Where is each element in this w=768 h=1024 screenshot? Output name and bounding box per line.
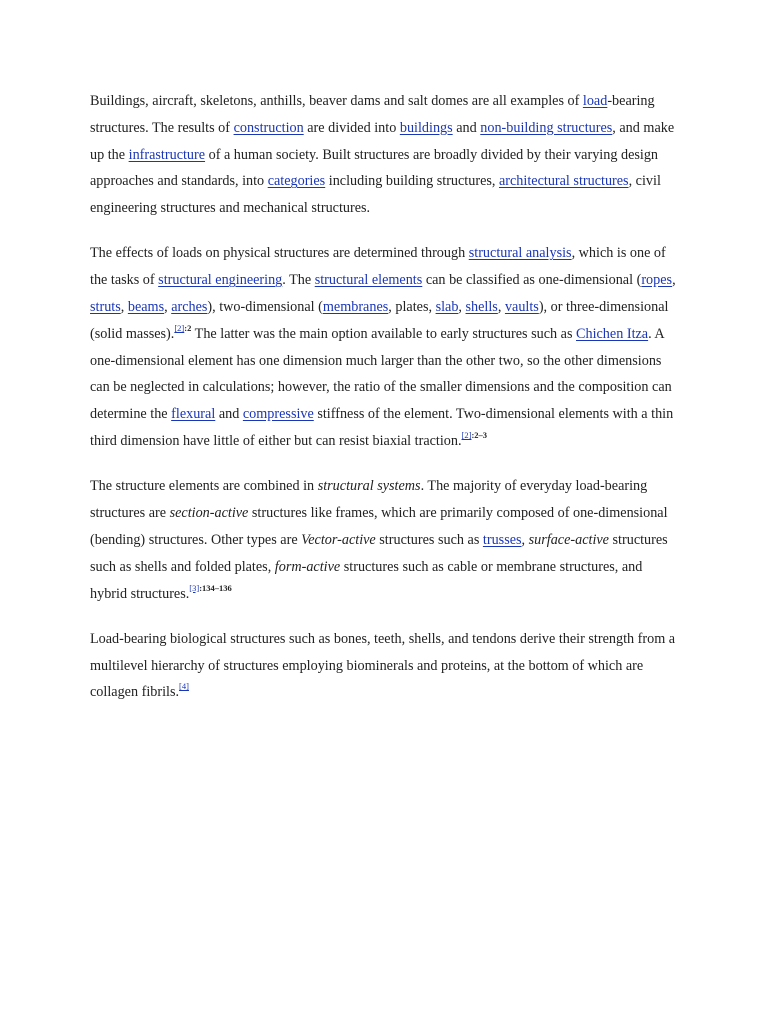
citation [189,583,232,593]
body-text: stiffness of the element. Two-dimensional elements with a thin third dimension have little of either but can resist biaxial traction. [90,406,674,450]
body-text: The latter was the main option available to early structures such as [191,325,577,342]
citation [174,323,191,333]
body-text: , and make up the [90,119,675,163]
emphasis-text: section-active [169,505,249,522]
body-text: and [452,119,481,136]
body-text: , [497,299,505,316]
body-text: The effects of loads on physical structures are determined through [90,245,469,262]
body-text: Load-bearing biological structures such as bones, teeth, shells, and tendons derive their strength from a multilevel hierarchy of structures employing biominerals and proteins, at the bottom of which are collagen fibrils. [90,630,676,701]
link-load[interactable]: load [582,93,608,109]
citation-link[interactable]: [4] [179,681,189,692]
body-text: structures like frames, which are primarily composed of one-dimensional (bending) structures. Other types are [90,505,668,548]
body-text: , [672,272,676,289]
body-text: . The [282,272,315,289]
link-vaults[interactable]: vaults [504,299,539,316]
link-membranes[interactable]: membranes [322,299,389,316]
citation-link[interactable]: [3] [189,582,200,593]
link-construction[interactable]: construction [233,119,304,136]
link-compressive[interactable]: compressive [242,406,314,423]
paragraph-2 [90,240,680,454]
body-text: of a human society. Built structures are broadly divided by their varying design approaches and standards, into [90,146,659,190]
body-text: . A one-dimensional element has one dimension much larger than the other two, so the other dimensions can be neglected in calculations; however, the ratio of the smaller dimensions and the composition can determine the [90,325,672,423]
link-struts[interactable]: struts [90,299,121,316]
link-categories[interactable]: categories [267,173,326,190]
body-text: ), or three-dimensional (solid masses). [90,299,669,342]
body-text: . The majority of everyday load-bearing structures are [90,478,648,522]
link-arches[interactable]: arches [171,299,208,316]
link-structural-elements[interactable]: structural elements [314,272,423,289]
body-text: can be classified as one-dimensional ( [422,272,642,289]
body-text: , plates, [388,299,436,316]
body-text: , [120,299,128,316]
body-text: , civil engineering structures and mechanical structures. [90,173,661,217]
citation-page: :2–3 [471,430,488,441]
body-text: The structure elements are combined in [90,478,318,495]
link-chichen-itza[interactable]: Chichen Itza [576,325,649,342]
citation-link[interactable]: [2] [174,322,185,333]
link-buildings[interactable]: buildings [399,119,453,136]
emphasis-text: structural systems [317,478,421,495]
citation [179,681,189,691]
citation-link[interactable]: [2] [461,430,472,441]
paragraph-1 [90,88,680,222]
body-text: structures such as cable or membrane structures, and hybrid structures. [90,558,643,602]
body-text: -bearing structures. The results of [90,93,655,136]
paragraph-4 [90,626,680,706]
emphasis-text: form-active [274,558,341,575]
body-text: are divided into [303,119,400,136]
body-text: , [521,531,529,548]
link-trusses[interactable]: trusses [482,531,522,548]
link-infrastructure[interactable]: infrastructure [128,146,206,163]
body-text: , [458,299,466,316]
body-text: including building structures, [325,173,499,190]
paragraph-3 [90,473,680,607]
body-text: structures such as shells and folded plates, [90,531,668,575]
link-non-building-structures[interactable]: non-building structures [480,119,613,136]
link-slab[interactable]: slab [435,299,459,316]
body-text: and [215,406,243,423]
link-architectural-structures[interactable]: architectural structures [498,173,629,190]
citation-page: :134–136 [199,582,232,593]
link-structural-analysis[interactable]: structural analysis [468,245,572,262]
link-shells[interactable]: shells [465,299,498,316]
article-body [90,88,680,725]
emphasis-text: surface-active [528,531,609,548]
body-text: ), two-dimensional ( [207,299,323,316]
emphasis-text: Vector-active [301,531,376,548]
link-flexural[interactable]: flexural [171,406,216,423]
body-text: , which is one of the tasks of [90,245,666,289]
citation-page: :2 [184,322,192,333]
link-structural-engineering[interactable]: structural engineering [158,272,283,289]
body-text: , [164,299,172,316]
body-text: structures such as [375,531,483,548]
citation [462,430,488,440]
link-ropes[interactable]: ropes [641,272,673,289]
body-text: Buildings, aircraft, skeletons, anthills, beaver dams and salt domes are all examples of [90,93,583,109]
link-beams[interactable]: beams [127,299,165,316]
